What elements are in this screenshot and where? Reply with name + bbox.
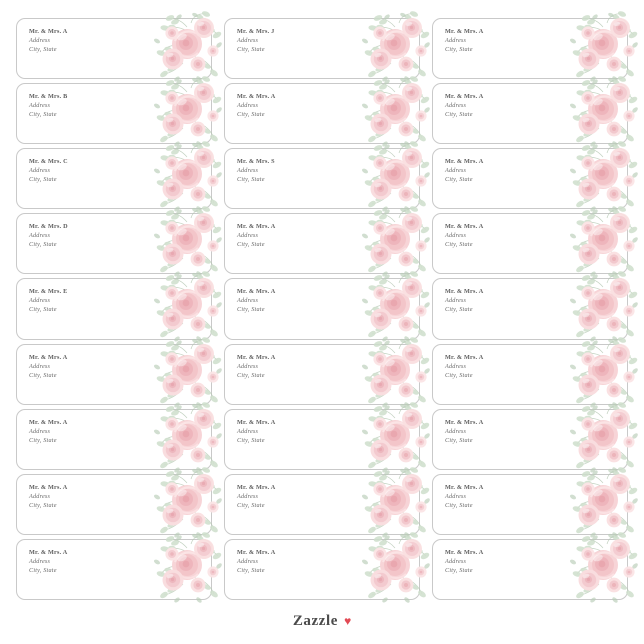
label-address: Address <box>237 232 259 240</box>
floral-bouquet-icon <box>151 271 225 347</box>
label-name: Mr. & Mrs. S <box>237 158 275 166</box>
address-block <box>29 158 68 185</box>
label-address: Address <box>237 362 259 370</box>
floral-bouquet-icon <box>359 141 433 217</box>
floral-bouquet-icon <box>567 532 641 608</box>
label-name: Mr. & Mrs. A <box>237 353 276 361</box>
label-address: Address <box>29 102 51 110</box>
label-address: Address <box>237 102 259 110</box>
label-city: City, State <box>445 436 473 444</box>
label-city: City, State <box>29 111 57 119</box>
label-city: City, State <box>237 436 265 444</box>
label-city: City, State <box>29 371 57 379</box>
label-city: City, State <box>237 111 265 119</box>
address-label[interactable] <box>224 539 420 600</box>
address-block <box>445 28 483 55</box>
address-block <box>237 549 275 576</box>
label-city: City, State <box>445 371 473 379</box>
floral-bouquet-icon <box>359 206 433 282</box>
label-name: Mr. & Mrs. C <box>29 158 68 166</box>
label-city: City, State <box>29 176 57 184</box>
label-address: Address <box>29 232 51 240</box>
address-block <box>445 158 483 185</box>
address-block <box>29 28 67 55</box>
floral-bouquet-icon <box>151 76 225 152</box>
address-label[interactable] <box>16 213 212 274</box>
address-label[interactable] <box>224 83 420 144</box>
label-address: Address <box>445 167 467 175</box>
address-block <box>29 354 67 381</box>
label-address: Address <box>29 36 51 44</box>
label-address: Address <box>237 297 259 305</box>
floral-bouquet-icon <box>151 402 225 478</box>
address-label[interactable] <box>224 213 420 274</box>
address-block <box>29 484 67 511</box>
address-block <box>445 93 483 120</box>
address-label[interactable] <box>16 539 212 600</box>
label-address: Address <box>29 427 51 435</box>
label-name: Mr. & Mrs. A <box>237 418 276 426</box>
address-label[interactable] <box>224 474 420 535</box>
label-name: Mr. & Mrs. E <box>29 288 68 296</box>
label-city: City, State <box>237 566 265 574</box>
label-address: Address <box>445 492 467 500</box>
floral-bouquet-icon <box>151 337 225 413</box>
address-label[interactable] <box>16 409 212 470</box>
address-block <box>237 28 274 55</box>
floral-bouquet-icon <box>567 402 641 478</box>
address-label[interactable] <box>16 278 212 339</box>
label-city: City, State <box>237 501 265 509</box>
label-address: Address <box>445 557 467 565</box>
label-address: Address <box>237 557 259 565</box>
address-block <box>29 549 67 576</box>
floral-bouquet-icon <box>359 402 433 478</box>
label-name: Mr. & Mrs. A <box>29 353 68 361</box>
label-name: Mr. & Mrs. A <box>445 548 484 556</box>
floral-bouquet-icon <box>567 11 641 87</box>
label-address: Address <box>29 492 51 500</box>
address-label[interactable] <box>16 83 212 144</box>
label-name: Mr. & Mrs. A <box>445 93 484 101</box>
label-city: City, State <box>29 566 57 574</box>
address-label[interactable] <box>432 148 628 209</box>
address-block <box>237 419 275 446</box>
label-name: Mr. & Mrs. D <box>29 223 68 231</box>
label-name: Mr. & Mrs. A <box>445 353 484 361</box>
address-block <box>445 288 483 315</box>
floral-bouquet-icon <box>567 467 641 543</box>
label-address: Address <box>237 427 259 435</box>
label-name: Mr. & Mrs. B <box>29 93 68 101</box>
address-block <box>445 354 483 381</box>
label-city: City, State <box>445 176 473 184</box>
label-name: Mr. & Mrs. A <box>237 223 276 231</box>
address-label[interactable] <box>16 344 212 405</box>
floral-bouquet-icon <box>151 11 225 87</box>
label-city: City, State <box>237 176 265 184</box>
label-city: City, State <box>237 371 265 379</box>
label-city: City, State <box>29 501 57 509</box>
label-city: City, State <box>29 306 57 314</box>
address-block <box>445 549 483 576</box>
label-city: City, State <box>237 306 265 314</box>
floral-bouquet-icon <box>567 141 641 217</box>
address-label[interactable] <box>432 344 628 405</box>
label-city: City, State <box>29 241 57 249</box>
label-name: Mr. & Mrs. A <box>445 483 484 491</box>
address-block <box>237 288 275 315</box>
address-block <box>237 484 275 511</box>
address-label[interactable] <box>16 148 212 209</box>
floral-bouquet-icon <box>359 271 433 347</box>
label-name: Mr. & Mrs. A <box>237 483 276 491</box>
label-city: City, State <box>29 45 57 53</box>
label-city: City, State <box>445 501 473 509</box>
label-city: City, State <box>445 45 473 53</box>
address-label[interactable] <box>432 539 628 600</box>
address-label[interactable] <box>432 474 628 535</box>
label-name: Mr. & Mrs. J <box>237 28 275 35</box>
address-label[interactable] <box>432 83 628 144</box>
label-city: City, State <box>445 566 473 574</box>
address-block <box>237 354 275 381</box>
label-address: Address <box>29 362 51 370</box>
address-label[interactable] <box>224 148 420 209</box>
label-name: Mr. & Mrs. A <box>29 28 68 35</box>
label-address: Address <box>445 36 467 44</box>
address-label[interactable] <box>432 18 628 79</box>
label-name: Mr. & Mrs. A <box>237 548 276 556</box>
label-city: City, State <box>237 241 265 249</box>
address-block <box>29 419 67 446</box>
label-address: Address <box>237 492 259 500</box>
floral-bouquet-icon <box>359 532 433 608</box>
label-city: City, State <box>445 111 473 119</box>
floral-bouquet-icon <box>567 271 641 347</box>
floral-bouquet-icon <box>359 76 433 152</box>
label-address: Address <box>29 167 51 175</box>
floral-bouquet-icon <box>151 467 225 543</box>
floral-bouquet-icon <box>359 337 433 413</box>
address-block <box>445 419 483 446</box>
address-label[interactable] <box>224 18 420 79</box>
label-name: Mr. & Mrs. A <box>29 548 68 556</box>
address-label[interactable] <box>432 409 628 470</box>
address-block <box>237 93 275 120</box>
address-block <box>29 223 68 250</box>
address-block <box>445 223 483 250</box>
address-block <box>29 288 67 315</box>
label-name: Mr. & Mrs. A <box>445 28 484 35</box>
label-city: City, State <box>445 306 473 314</box>
label-address: Address <box>445 232 467 240</box>
label-address: Address <box>445 102 467 110</box>
label-address: Address <box>29 297 51 305</box>
label-address: Address <box>445 427 467 435</box>
floral-bouquet-icon <box>567 337 641 413</box>
zazzle-brand: Zazzle <box>292 612 339 629</box>
label-name: Mr. & Mrs. A <box>445 418 484 426</box>
floral-bouquet-icon <box>567 76 641 152</box>
label-name: Mr. & Mrs. A <box>29 483 68 491</box>
address-label[interactable] <box>432 213 628 274</box>
address-label[interactable] <box>224 409 420 470</box>
label-address: Address <box>237 36 259 44</box>
label-city: City, State <box>29 436 57 444</box>
label-address: Address <box>29 557 51 565</box>
labels-grid <box>16 18 628 600</box>
label-name: Mr. & Mrs. A <box>445 223 484 231</box>
address-block <box>237 223 275 250</box>
label-name: Mr. & Mrs. A <box>29 418 68 426</box>
address-block <box>29 93 67 120</box>
floral-bouquet-icon <box>151 141 225 217</box>
floral-bouquet-icon <box>359 467 433 543</box>
address-label[interactable] <box>16 474 212 535</box>
floral-bouquet-icon <box>359 11 433 87</box>
label-name: Mr. & Mrs. A <box>445 288 484 296</box>
floral-bouquet-icon <box>151 206 225 282</box>
address-label[interactable] <box>224 278 420 339</box>
label-name: Mr. & Mrs. A <box>237 93 276 101</box>
label-name: Mr. & Mrs. A <box>237 288 276 296</box>
address-block <box>445 484 483 511</box>
label-city: City, State <box>237 45 265 53</box>
label-address: Address <box>237 167 259 175</box>
label-city: City, State <box>445 241 473 249</box>
label-address: Address <box>445 297 467 305</box>
address-block <box>237 158 275 185</box>
label-name: Mr. & Mrs. A <box>445 158 484 166</box>
floral-bouquet-icon <box>151 532 225 608</box>
address-label[interactable] <box>224 344 420 405</box>
sheet-footer <box>0 612 644 630</box>
address-label[interactable] <box>432 278 628 339</box>
label-address: Address <box>445 362 467 370</box>
address-label[interactable] <box>16 18 212 79</box>
heart-icon: ♥ <box>344 613 352 628</box>
floral-bouquet-icon <box>567 206 641 282</box>
